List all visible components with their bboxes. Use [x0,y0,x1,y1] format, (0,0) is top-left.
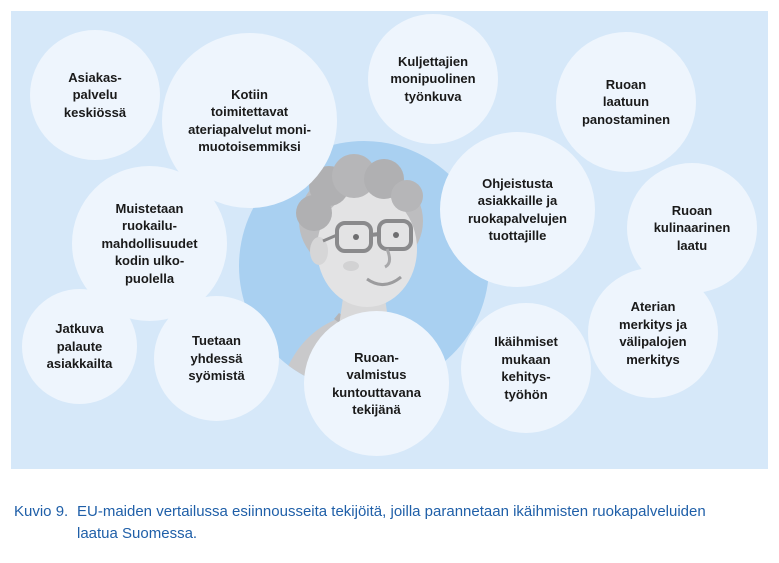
bubble-text: Ruoan kulinaarinen laatu [653,202,731,253]
bubble-text: Ohjeistusta asiakkaille ja ruokapalvelujen tuottajille [468,175,567,243]
bubble-ruoan-laatuun [556,32,696,172]
bubble-kuljettajien [368,14,498,144]
bubble-aterian-merkitys [588,268,718,398]
caption-label: Kuvio 9. [14,503,69,520]
bubble-ruoanvalmistus [304,311,449,456]
bubble-text: Jatkuva palaute asiakkailta [46,321,113,372]
bubble-text: Kuljettajien monipuolinen työnkuva [390,53,476,104]
bubble-ohjeistusta [440,132,595,287]
bubble-text: Aterian merkitys ja välipalojen merkitys [619,299,687,367]
diagram-panel [11,11,768,469]
bubble-tuetaan [154,296,279,421]
caption-text: EU-maiden vertailussa esiinnousseita tekijöitä, joilla parannetaan ikäihmisten ruokapalveluiden laatua Suomessa. [77,503,706,542]
bubble-text: Tuetaan yhdessä syömistä [188,333,245,384]
bubble-text: Ikäihmiset mukaan kehitys- työhön [494,334,558,402]
bubble-text: Ruoan- valmistus kuntouttavana tekijänä [332,349,421,417]
bubble-text: Ruoan laatuun panostaminen [581,76,671,127]
bubble-text: Kotiin toimitettavat ateriapalvelut moni- muotoisemmiksi [188,86,311,154]
bubble-text: Asiakas- palvelu keskiössä [63,69,127,120]
bubble-asiakaspalvelu [30,30,160,160]
bubble-ikaihmiset [461,303,591,433]
bubble-text: Muistetaan ruokailu- mahdollisuudet kodin ulko- puolella [101,200,198,286]
bubble-jatkuva-palaute [22,289,137,404]
